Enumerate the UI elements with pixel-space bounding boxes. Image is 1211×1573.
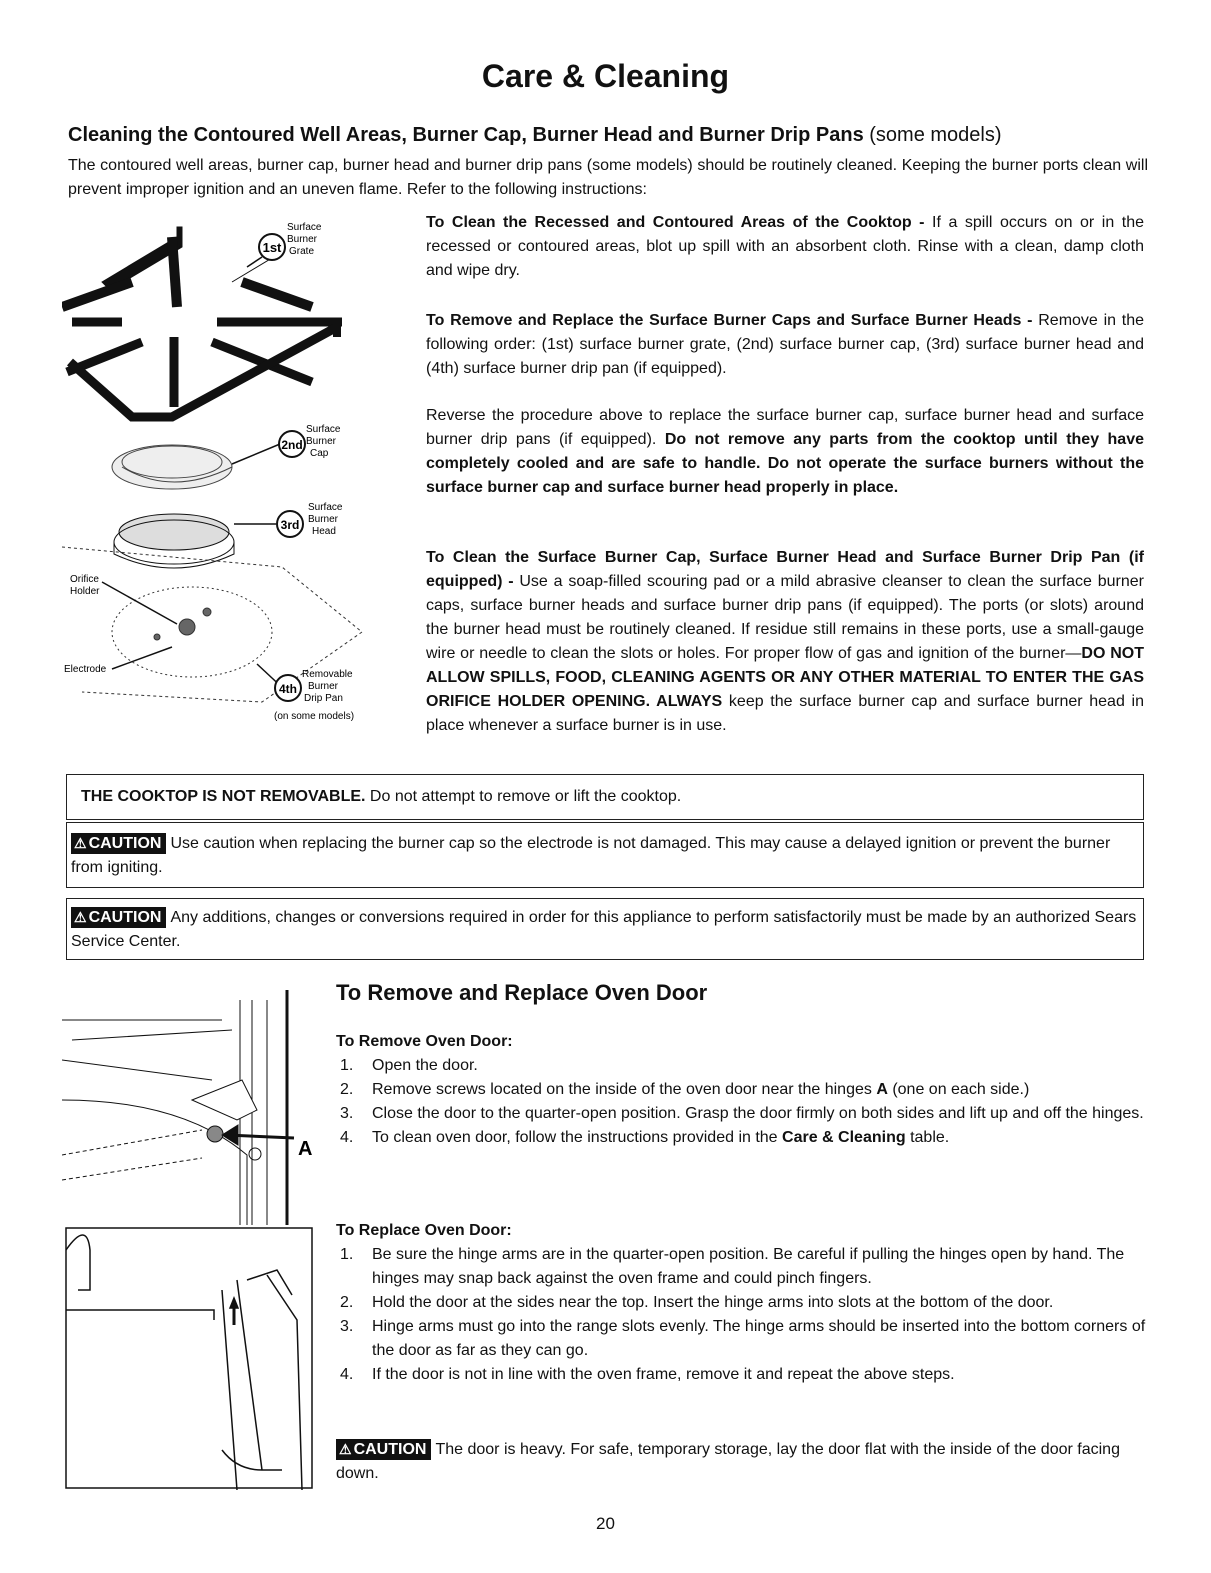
step-text: table. bbox=[905, 1129, 950, 1146]
label-orifice: Orifice bbox=[70, 574, 99, 585]
para-warning-bold: DO NOT ALLOW SPILLS, FOOD, CLEANING AGENTS OR ANY OTHER MATERIAL TO ENTER THE GAS ORIFICE HOLDER OPENING. ALWAYS bbox=[426, 645, 1144, 710]
section-heading-qualifier: (some models) bbox=[869, 124, 1002, 146]
label-4th-drip-pan bbox=[274, 669, 354, 722]
step-text: (one on each side.) bbox=[887, 1081, 1030, 1098]
remove-door-subheading: To Remove Oven Door: bbox=[336, 1033, 513, 1050]
replace-door-steps bbox=[336, 1243, 1146, 1387]
para-lead-bold: To Remove and Replace the Surface Burner Caps and Surface Burner Heads - bbox=[426, 312, 1033, 329]
para-body: Reverse the procedure above to replace the surface burner cap, surface burner head and surface burner drip pans (if equipped). bbox=[426, 407, 1144, 448]
caution-badge bbox=[71, 907, 166, 928]
warning-triangle-icon: ⚠ bbox=[339, 1441, 352, 1457]
para-body: keep the surface burner cap and surface burner head in place whenever a surface burner is in use. bbox=[426, 693, 1144, 734]
section-heading-bold: Cleaning the Contoured Well Areas, Burner Cap, Burner Head and Burner Drip Pans bbox=[68, 124, 864, 146]
caution-label: CAUTION bbox=[88, 909, 162, 926]
label-head: Head bbox=[312, 526, 336, 537]
label-some-models: (on some models) bbox=[274, 711, 355, 722]
para-remove-replace-caps bbox=[426, 309, 1144, 381]
step-number-4th: 4th bbox=[279, 682, 297, 696]
step-bold: A bbox=[876, 1081, 888, 1098]
label-surface: Surface bbox=[308, 502, 343, 513]
label-burner: Burner bbox=[287, 234, 318, 245]
step-number: 3. bbox=[340, 1318, 354, 1335]
caution-door-heavy bbox=[336, 1438, 1146, 1486]
step-bold: Care & Cleaning bbox=[782, 1129, 906, 1146]
step-text: Hold the door at the sides near the top. Insert the hinge arms into slots at the bottom of the door. bbox=[372, 1294, 1054, 1311]
step-number: 2. bbox=[340, 1081, 354, 1098]
label-surface: Surface bbox=[306, 424, 341, 435]
step-number: 4. bbox=[340, 1366, 354, 1383]
caution-text: The door is heavy. For safe, temporary storage, lay the door flat with the inside of the door facing down. bbox=[336, 1441, 1120, 1482]
replace-door-block bbox=[336, 1219, 1146, 1387]
door-installation-illustration bbox=[66, 1228, 312, 1490]
oven-door-diagram bbox=[62, 990, 324, 1490]
caution-label: CAUTION bbox=[88, 835, 162, 852]
remove-step bbox=[336, 1126, 1146, 1150]
step-text: Open the door. bbox=[372, 1057, 478, 1074]
warning-triangle-icon: ⚠ bbox=[74, 909, 87, 925]
label-surface: Surface bbox=[287, 222, 322, 233]
remove-door-block bbox=[336, 1030, 1146, 1150]
para-warning-bold: Do not remove any parts from the cooktop until they have completely cooled and are safe to handle. Do not operate the surface burners without the surface burner cap and surface burner head properly in place. bbox=[426, 431, 1145, 496]
para-body: Use a soap-filled scouring pad or a mild abrasive cleanser to clean the surface burner caps, surface burner heads and surface burner drip pans (if equipped). The ports (or slots) around the burner head must be routinely cleaned. If residue still remains in these ports, use a small-gauge wire or needle to clean the slots or holes. For proper flow of gas and ignition of the burner— bbox=[426, 573, 1144, 662]
notice-text: Do not attempt to remove or lift the cooktop. bbox=[365, 788, 682, 805]
step-number-3rd: 3rd bbox=[280, 518, 300, 532]
section2-heading: To Remove and Replace Oven Door bbox=[336, 980, 708, 1005]
step-text: Be sure the hinge arms are in the quarter-open position. Be careful if pulling the hinges open by hand. The hinges may snap back against the oven frame and could pinch fingers. bbox=[372, 1246, 1125, 1287]
caution-text: Any additions, changes or conversions required in order for this appliance to perform satisfactorily must be made by an authorized Sears Service Center. bbox=[71, 909, 1137, 950]
para-body: If a spill occurs on or in the recessed or contoured areas, blot up spill with an absorbent cloth. Rinse with a clean, damp cloth and wipe dry. bbox=[426, 214, 1144, 279]
caution-badge bbox=[71, 833, 166, 854]
section-heading-cooktop-cleaning bbox=[68, 124, 1158, 147]
para-lead-bold: To Clean the Recessed and Contoured Areas of the Cooktop - bbox=[426, 214, 925, 231]
replace-step bbox=[336, 1243, 1146, 1291]
replace-door-subheading: To Replace Oven Door: bbox=[336, 1222, 512, 1239]
step-text: Hinge arms must go into the range slots evenly. The hinge arms should be inserted into the bottom corners of the door as far as they can go. bbox=[372, 1318, 1146, 1359]
label-holder: Holder bbox=[70, 586, 100, 597]
label-drip-pan: Drip Pan bbox=[304, 693, 343, 704]
burner-head-illustration bbox=[114, 514, 234, 568]
replace-step bbox=[336, 1363, 1146, 1387]
caution-box-service-center bbox=[66, 898, 1144, 960]
label-grate: Grate bbox=[289, 246, 315, 257]
para-clean-recessed-areas bbox=[426, 211, 1144, 283]
remove-step bbox=[336, 1102, 1146, 1126]
replace-step bbox=[336, 1291, 1146, 1315]
label-burner: Burner bbox=[306, 436, 337, 447]
label-electrode: Electrode bbox=[64, 664, 107, 675]
remove-door-steps bbox=[336, 1054, 1146, 1150]
para-body: Remove in the following order: (1st) surface burner grate, (2nd) surface burner cap, (3rd) surface burner head and (4th) surface burner drip pan (if equipped). bbox=[426, 312, 1145, 377]
label-3rd-head bbox=[277, 502, 343, 537]
caution-text: Use caution when replacing the burner cap so the electrode is not damaged. This may cause a delayed ignition or prevent the burner from igniting. bbox=[71, 835, 1111, 876]
step-number-1st: 1st bbox=[262, 240, 282, 255]
caution-badge bbox=[336, 1439, 431, 1460]
notice-bold: THE COOKTOP IS NOT REMOVABLE. bbox=[81, 788, 366, 805]
burner-exploded-diagram bbox=[62, 222, 422, 742]
label-burner: Burner bbox=[308, 514, 339, 525]
burner-cap-illustration bbox=[112, 445, 232, 489]
step-text: To clean oven door, follow the instructions provided in the bbox=[372, 1129, 783, 1146]
page-title: Care & Cleaning bbox=[481, 58, 730, 94]
step-text: Remove screws located on the inside of the oven door near the hinges bbox=[372, 1081, 877, 1098]
para-clean-burner-parts bbox=[426, 546, 1144, 738]
caution-label: CAUTION bbox=[353, 1441, 427, 1458]
label-removable: Removable bbox=[302, 669, 353, 680]
step-number: 3. bbox=[340, 1105, 354, 1122]
step-number: 2. bbox=[340, 1294, 354, 1311]
warning-triangle-icon: ⚠ bbox=[74, 835, 87, 851]
hinge-closeup-illustration bbox=[62, 990, 294, 1225]
label-burner: Burner bbox=[308, 681, 339, 692]
step-number-2nd: 2nd bbox=[281, 438, 303, 452]
step-number: 4. bbox=[340, 1129, 354, 1146]
step-text: If the door is not in line with the oven frame, remove it and repeat the above steps. bbox=[372, 1366, 955, 1383]
step-number: 1. bbox=[340, 1057, 354, 1074]
para-lead-bold: To Clean the Surface Burner Cap, Surface Burner Head and Surface Burner Drip Pan (if equipped) - bbox=[426, 549, 1144, 590]
para-reverse-procedure bbox=[426, 404, 1144, 500]
remove-step bbox=[336, 1078, 1146, 1102]
label-1st-grate bbox=[259, 222, 322, 260]
page-number: 20 bbox=[596, 1514, 615, 1533]
label-cap: Cap bbox=[310, 448, 329, 459]
caution-box-electrode bbox=[66, 822, 1144, 888]
step-text: Close the door to the quarter-open position. Grasp the door firmly on both sides and lift up and off the hinges. bbox=[372, 1105, 1144, 1122]
step-number: 1. bbox=[340, 1246, 354, 1263]
hinge-label-a: A bbox=[298, 1138, 313, 1160]
notice-cooktop-not-removable bbox=[66, 774, 1144, 820]
replace-step bbox=[336, 1315, 1146, 1363]
remove-step bbox=[336, 1054, 1146, 1078]
section-intro: The contoured well areas, burner cap, burner head and burner drip pans (some models) should be routinely cleaned. Keeping the burner ports clean will prevent improper ignition and an uneven flame. Refer to the following instructions: bbox=[68, 157, 1148, 198]
label-2nd-cap bbox=[279, 424, 341, 459]
